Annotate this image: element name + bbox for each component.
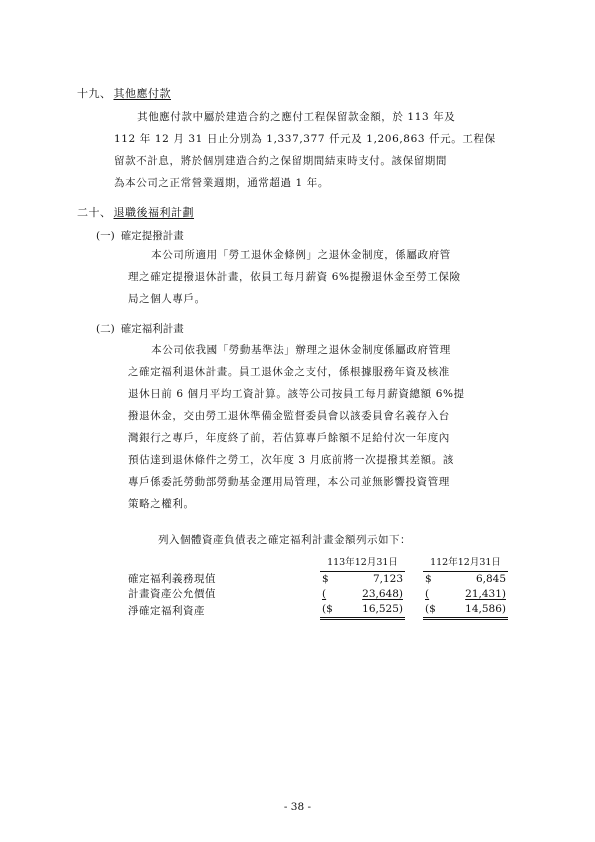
currency-symbol: ($ — [425, 603, 436, 615]
cell-value: 7,123 — [372, 573, 403, 585]
subsection-1-title: 確定提撥計畫 — [120, 230, 184, 242]
currency-symbol: $ — [322, 573, 329, 585]
currency-symbol: ( — [425, 588, 430, 600]
section-19-paragraph — [114, 106, 539, 194]
section-20-heading — [77, 206, 194, 220]
cell-value: 16,525) — [362, 603, 403, 615]
cell-value: 21,431) — [465, 588, 506, 600]
subsection-2-number: (二) — [96, 323, 115, 335]
subsection-1-heading — [96, 229, 184, 243]
column-header-113: 113年12月31日 — [320, 555, 405, 572]
section-20-number: 二十、 — [77, 206, 112, 219]
currency-symbol: $ — [425, 573, 432, 585]
table-row — [128, 572, 508, 588]
row-label: 確定福利義務現值 — [128, 572, 216, 585]
table-intro: 列入個體資產負債表之確定福利計畫金額列示如下： — [158, 534, 411, 546]
currency-symbol: ($ — [322, 603, 333, 615]
section-20-title: 退職後福利計劃 — [113, 206, 194, 219]
paragraph-line: 灣銀行之專戶，年度終了前，若估算專戶餘額不足給付次一年度內 — [128, 432, 450, 444]
subsection-2-heading — [96, 322, 184, 336]
subsection-1-paragraph — [128, 244, 539, 310]
currency-symbol: ( — [322, 588, 327, 600]
paragraph-line: 為本公司之正常營業週期，通常超過 1 年。 — [114, 177, 329, 189]
row-label: 淨確定福利資產 — [128, 604, 205, 617]
section-19-title: 其他應付款 — [113, 87, 171, 100]
section-19-number: 十九、 — [77, 87, 112, 100]
section-19-heading — [77, 87, 171, 101]
paragraph-line: 局之個人專戶。 — [128, 293, 206, 305]
subsection-2-title: 確定福利計畫 — [120, 323, 184, 335]
paragraph-line: 撥退休金，交由勞工退休準備金監督委員會以該委員會名義存入台 — [128, 410, 450, 422]
row-label: 計畫資產公允價值 — [128, 588, 216, 600]
table-row — [128, 587, 508, 602]
cell-value: 14,586) — [465, 603, 506, 615]
page-number: - 38 - — [283, 801, 312, 813]
paragraph-line: 專戶係委託勞動部勞動基金運用局管理，本公司並無影響投資管理 — [128, 476, 450, 488]
paragraph-line: 之確定福利退休計畫。員工退休金之支付，係根據服務年資及核准 — [128, 366, 450, 378]
column-header-112: 112年12月31日 — [423, 555, 508, 572]
subsection-2-paragraph — [128, 339, 539, 515]
table-row — [128, 602, 508, 620]
paragraph-line: 策略之權利。 — [128, 498, 195, 510]
defined-benefit-table — [128, 555, 508, 620]
paragraph-line: 留款不計息，將於個別建造合約之保留期間結束時支付。該保留期間 — [114, 155, 447, 167]
paragraph-line: 預估達到退休條件之勞工，次年度 3 月底前將一次提撥其差額。該 — [128, 454, 454, 466]
paragraph-line: 本公司所適用「勞工退休金條例」之退休金制度，係屬政府管 — [151, 249, 451, 261]
cell-value: 6,845 — [475, 573, 506, 585]
paragraph-line: 退休日前 6 個月平均工資計算。該等公司按員工每月薪資總額 6%提 — [128, 388, 465, 400]
cell-value: 23,648) — [362, 588, 403, 600]
paragraph-line: 112 年 12 月 31 日止分別為 1,337,377 仟元及 1,206,863 仟元。工程保 — [114, 133, 496, 145]
subsection-1-number: (一) — [96, 230, 115, 242]
paragraph-line: 其他應付款中屬於建造合約之應付工程保留款金額，於 113 年及 — [137, 111, 456, 123]
paragraph-line: 本公司依我國「勞動基準法」辦理之退休金制度係屬政府管理 — [151, 344, 451, 356]
paragraph-line: 理之確定提撥退休計畫，依員工每月薪資 6%提撥退休金至勞工保險 — [128, 271, 461, 283]
table-header-row — [128, 555, 508, 572]
